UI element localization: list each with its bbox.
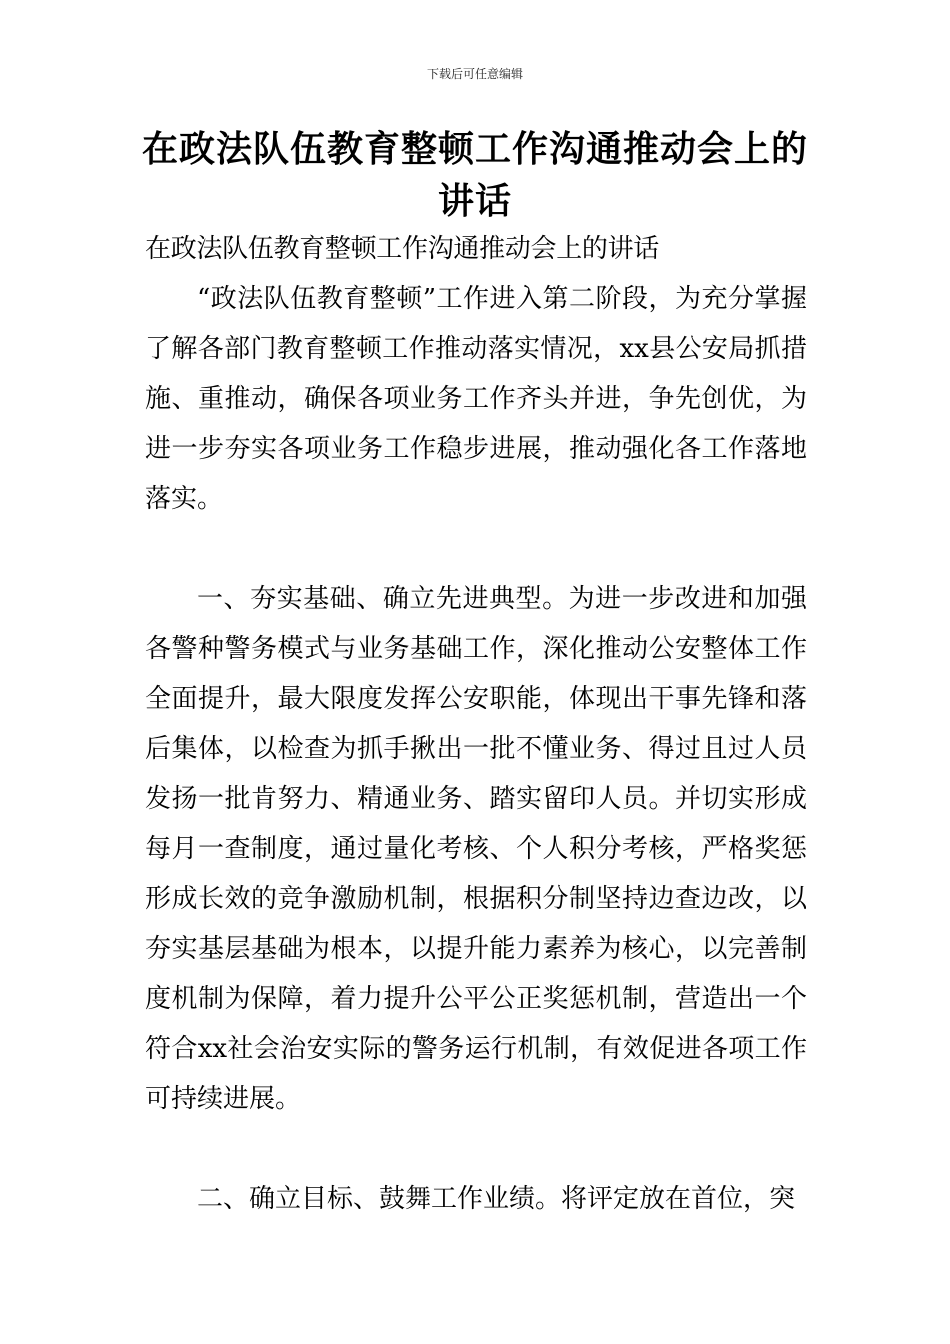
document-body [145,224,807,1224]
document-title: 在政法队伍教育整顿工作沟通推动会上的讲话 [141,129,808,222]
header-note: 下载后可任意编辑 [426,67,523,81]
paragraph-spacer [145,1124,807,1174]
paragraph-spacer [145,524,807,574]
paragraph-section-2: 二、确立目标、鼓舞工作业绩。将评定放在首位，突 [197,1184,796,1214]
paragraph-intro: “政法队伍教育整顿”工作进入第二阶段，为充分掌握了解各部门教育整顿工作推动落实情况，xx县公安局抓措施、重推动，确保各项业务工作齐头并进，争先创优，为进一步夯实各项业务工作稳步进展，推动强化各工作落地落实。 [145,284,807,514]
document-subtitle: 在政法队伍教育整顿工作沟通推动会上的讲话 [145,234,660,264]
paragraph-section-1: 一、夯实基础、确立先进典型。为进一步改进和加强各警种警务模式与业务基础工作，深化推动公安整体工作全面提升，最大限度发挥公安职能，体现出干事先锋和落后集体，以检查为抓手揪出一批不懂业务、得过且过人员发扬一批肯努力、精通业务、踏实留印人员。并切实形成每月一查制度，通过量化考核、个人积分考核，严格奖惩形成长效的竞争激励机制，根据积分制坚持边查边改，以夯实基层基础为根本，以提升能力素养为核心，以完善制度机制为保障，着力提升公平公正奖惩机制，营造出一个符合xx社会治安实际的警务运行机制，有效促进各项工作可持续进展。 [145,584,807,1114]
